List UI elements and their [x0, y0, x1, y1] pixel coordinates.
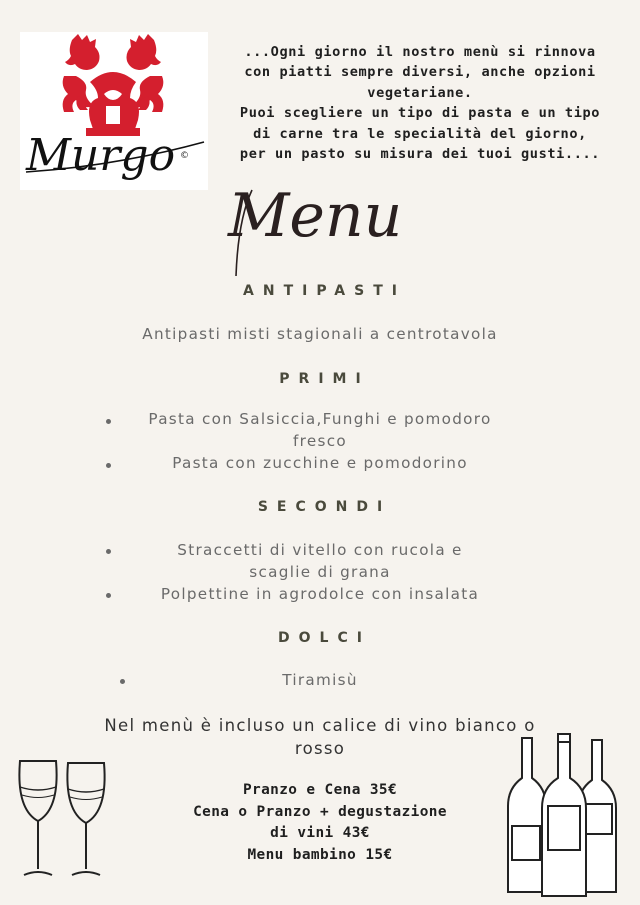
- secondi-item-1-line2: scaglie di grana: [249, 563, 391, 581]
- primi-item-1-line2: fresco: [293, 432, 347, 450]
- intro-line: vegetariane.: [367, 84, 473, 101]
- logo: [20, 32, 208, 190]
- intro-line: Puoi scegliere un tipo di pasta e un tipo: [239, 105, 601, 122]
- section-title-antipasti: ANTIPASTI: [243, 283, 406, 299]
- wine-bottles-icon: [506, 730, 622, 904]
- wine-note-line2: rosso: [294, 739, 346, 758]
- secondi-item-2: Polpettine in agrodolce con insalata: [160, 585, 480, 603]
- svg-text:©: ©: [180, 151, 189, 161]
- price-line: Cena o Pranzo + degustazione: [193, 803, 447, 820]
- intro-line: per un pasto su misura dei tuoi gusti....: [239, 146, 601, 163]
- section-title-dolci: DOLCI: [278, 630, 371, 646]
- intro-line: con piatti sempre diversi, anche opzioni: [244, 64, 596, 81]
- primi-item-2: Pasta con zucchine e pomodorino: [172, 454, 468, 472]
- menu-title-text: Menu: [228, 181, 402, 251]
- wine-glasses-icon: [14, 755, 114, 887]
- price-line: Pranzo e Cena 35€: [242, 782, 398, 798]
- secondi-item-1-line1: Straccetti di vitello con rucola e: [177, 541, 463, 559]
- intro-line: ...Ogni giorno il nostro menù si rinnova: [244, 44, 596, 60]
- primi-item-1-line1: Pasta con Salsiccia,Funghi e pomodoro: [148, 410, 492, 428]
- antipasti-text: Antipasti misti stagionali a centrotavola: [142, 325, 498, 343]
- intro-line: di carne tra le specialità del giorno,: [253, 125, 587, 142]
- dolci-item-1: Tiramisù: [282, 671, 358, 689]
- price-line: di vini 43€: [270, 825, 370, 842]
- wine-note-line1: Nel menù è incluso un calice di vino bianco o: [104, 716, 536, 735]
- twin-lions-crest-icon: [20, 32, 208, 190]
- menu-title: [222, 170, 402, 284]
- section-title-primi: PRIMI: [279, 371, 370, 387]
- logo-text: Murgo: [26, 130, 176, 181]
- section-title-secondi: SECONDI: [257, 499, 392, 515]
- price-line: Menu bambino 15€: [247, 846, 393, 863]
- prices: [150, 780, 490, 866]
- intro-text: [215, 42, 625, 164]
